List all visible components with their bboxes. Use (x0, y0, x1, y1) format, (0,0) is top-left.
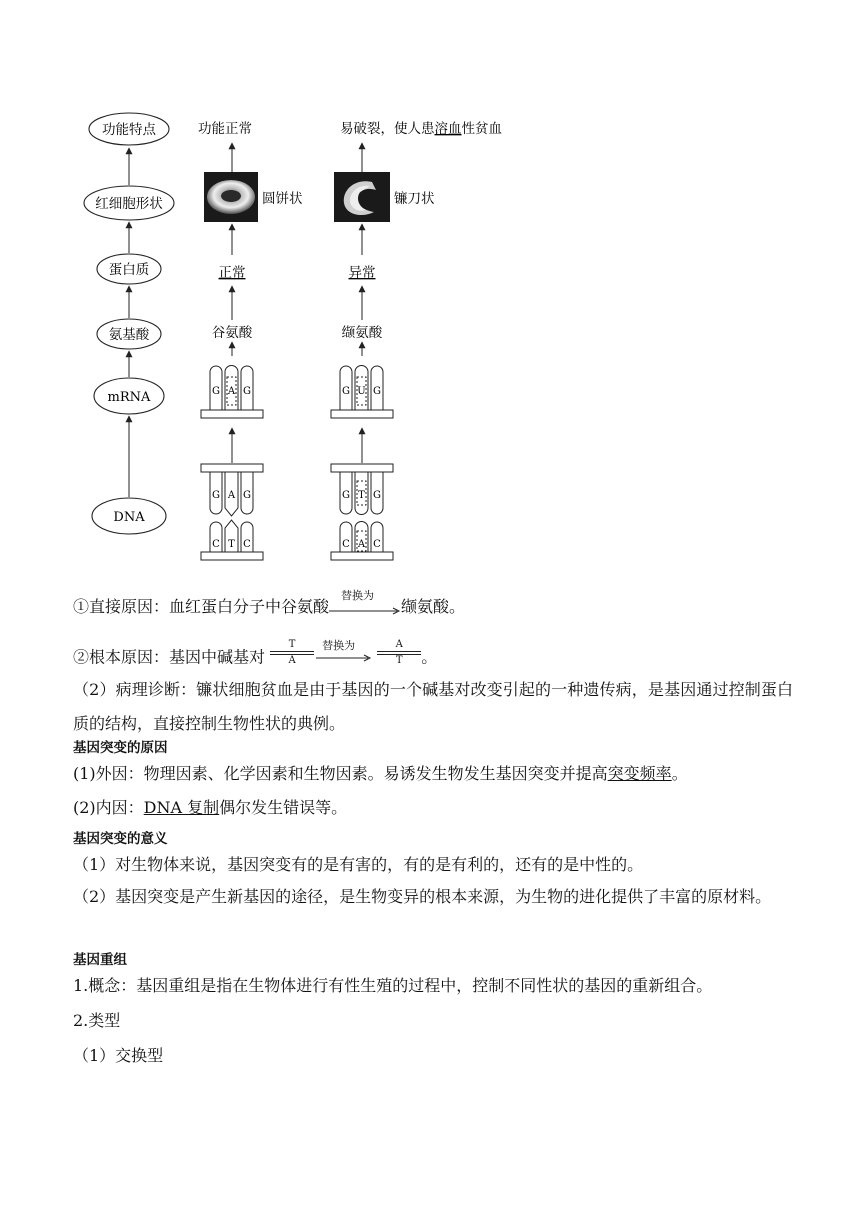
recombination-types: 2.类型 (73, 1011, 121, 1030)
heading-mutation-meaning: 基因突变的意义 (73, 831, 168, 847)
normal-dna (201, 464, 263, 560)
svg-text:U: U (357, 386, 366, 397)
svg-text:G: G (342, 490, 350, 501)
normal-protein-label: 正常 (218, 265, 246, 281)
direct-cause-line (73, 588, 466, 619)
mutant-dna (331, 464, 393, 560)
meaning-item-2: （2）基因突变是产生新基因的途径，是生物变异的根本来源，为生物的进化提供了丰富的原材料。 (73, 887, 772, 906)
mutant-protein-label: 异常 (348, 265, 376, 281)
diagnosis-paragraph: （2）病理诊断：镰状细胞贫血是由于基因的一个碱基对改变引起的一种遗传病，是基因通过控制蛋白质的结构，直接控制生物性状的典例。 (73, 680, 793, 733)
normal-mrna (201, 366, 263, 418)
root-cause-line (73, 639, 438, 672)
base-pair-after: $\frac{A}{T}$ (377, 639, 421, 667)
level-蛋白质 (97, 254, 161, 284)
normal-amino-acid-label: 谷氨酸 (211, 325, 253, 341)
svg-text:C: C (373, 539, 381, 550)
normal-cell-image (204, 172, 258, 222)
recombination-type-1: （1）交换型 (73, 1046, 164, 1065)
level-红细胞形状 (84, 186, 174, 220)
svg-text:C: C (342, 539, 350, 550)
level-氨基酸 (97, 319, 161, 349)
svg-text:氨基酸: 氨基酸 (108, 327, 150, 343)
svg-text:G: G (373, 386, 381, 397)
recombination-concept: 1.概念：基因重组是指在生物体进行有性生殖的过程中，控制不同性状的基因的重新组合。 (73, 976, 713, 995)
root-cause-suffix: 。 (421, 647, 438, 667)
replace-arrow-2 (314, 639, 372, 669)
svg-text:G: G (212, 490, 220, 501)
internal-cause: (2)内因：DNA 复制偶尔发生错误等。 (73, 798, 348, 817)
replace-arrow-label: 替换为 (341, 588, 375, 602)
svg-text:G: G (373, 490, 381, 501)
replace-arrow (329, 588, 401, 619)
svg-text:A: A (357, 539, 366, 550)
mutant-shape-label: 镰刀状 (394, 191, 435, 207)
svg-text:G: G (243, 490, 251, 501)
level-功能特点 (89, 113, 169, 145)
base-pair-before: $\frac{T}{A}$ (270, 639, 314, 667)
root-cause-prefix: ②根本原因：基因中碱基对 (73, 647, 266, 667)
replace-arrow-2-label: 替换为 (322, 639, 356, 652)
heading-recombination: 基因重组 (73, 952, 127, 968)
heading-mutation-cause: 基因突变的原因 (73, 740, 168, 756)
direct-cause-suffix: 缬氨酸。 (401, 597, 466, 616)
direct-cause-prefix: ①直接原因：血红蛋白分子中谷氨酸 (73, 597, 330, 616)
svg-text:A: A (227, 386, 236, 397)
mutant-amino-acid-label: 缬氨酸 (341, 325, 383, 341)
svg-text:T: T (228, 539, 235, 550)
meaning-item-1: （1）对生物体来说，基因突变有的是有害的，有的是有利的，还有的是中性的。 (73, 855, 644, 874)
normal-shape-label: 圆饼状 (262, 191, 303, 207)
svg-text:G: G (243, 386, 251, 397)
mutant-mrna (331, 366, 393, 418)
svg-text:蛋白质: 蛋白质 (108, 262, 150, 278)
mutant-cell-image (334, 172, 390, 222)
svg-text:G: G (212, 386, 220, 397)
svg-text:C: C (212, 539, 220, 550)
svg-text:mRNA: mRNA (107, 390, 151, 405)
svg-text:T: T (358, 490, 365, 501)
external-cause: (1)外因：物理因素、化学因素和生物因素。易诱发生物发生基因突变并提高突变频率。 (73, 764, 688, 783)
svg-text:DNA: DNA (113, 510, 145, 525)
level-mRNA (94, 378, 164, 414)
sickle-cell-diagram (70, 100, 502, 575)
svg-text:红细胞形状: 红细胞形状 (95, 196, 163, 212)
level-DNA (92, 498, 166, 534)
mutant-function-label: 易破裂，使人患溶血性贫血 (340, 121, 502, 137)
normal-function-label: 功能正常 (198, 121, 252, 137)
svg-text:功能特点: 功能特点 (102, 122, 156, 138)
svg-text:C: C (243, 539, 251, 550)
svg-text:G: G (342, 386, 350, 397)
svg-text:A: A (227, 490, 236, 501)
